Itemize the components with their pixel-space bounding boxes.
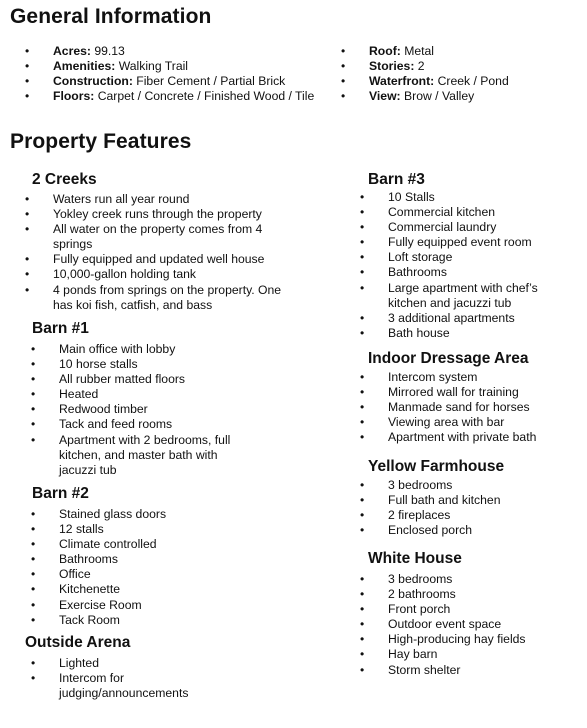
list-item: • Full bath and kitchen [388,493,583,508]
list-item: • 10 horse stalls [59,357,309,372]
yellow-farmhouse-heading: Yellow Farmhouse [368,458,505,475]
list-item-continued: has koi fish, catfish, and bass [53,297,213,312]
list-item: • View: Brow / Valley [369,89,579,104]
list-item: • Front porch [388,602,583,617]
list-item: • Manmade sand for horses [388,400,583,415]
list-item-continued: judging/announcements [59,686,189,701]
list-item: • 10 Stalls [388,190,583,205]
list-item: • Commercial laundry [388,220,583,235]
list-item: • 3 bedrooms [388,572,583,587]
list-item: • Heated [59,387,309,402]
list-item: • Waters run all year round [53,192,323,207]
list-item: • Bathrooms [59,552,309,567]
list-item: • Climate controlled [59,537,309,552]
list-item: • 4 ponds from springs on the property. One [53,283,323,298]
list-item: • Yokley creek runs through the property [53,207,323,222]
list-item: • Construction: Fiber Cement / Partial Brick [53,74,343,89]
list-item: • Floors: Carpet / Concrete / Finished Wood / Tile [53,89,343,104]
list-item: • Hay barn [388,647,583,662]
list-item: • Lighted [59,656,309,671]
list-item: • Acres: 99.13 [53,44,343,59]
list-item: • Exercise Room [59,598,309,613]
barn3-list [388,190,583,341]
outside-arena-list [59,656,309,701]
list-item: • Apartment with private bath [388,430,583,445]
list-item: • Fully equipped and updated well house [53,252,323,267]
general-info-right-list [369,44,579,104]
list-item: • 2 bathrooms [388,587,583,602]
list-item: • Large apartment with chef’s [388,281,583,296]
creeks-heading: 2 Creeks [32,171,97,188]
list-item: • Main office with lobby [59,342,309,357]
list-item: • Kitchenette [59,582,309,597]
list-item: • Fully equipped event room [388,235,583,250]
list-item: • Stories: 2 [369,59,579,74]
list-item: • Viewing area with bar [388,415,583,430]
dressage-heading: Indoor Dressage Area [368,350,529,367]
barn1-list [59,342,309,478]
list-item: • Loft storage [388,250,583,265]
list-item: • All rubber matted floors [59,372,309,387]
list-item: • Intercom system [388,370,583,385]
list-item: • All water on the property comes from 4 [53,222,323,237]
list-item: • Mirrored wall for training [388,385,583,400]
list-item: • Intercom for [59,671,309,686]
list-item: • 12 stalls [59,522,309,537]
list-item-continued: springs [53,237,93,252]
property-features-heading: Property Features [10,130,192,153]
list-item: • High-producing hay fields [388,632,583,647]
list-item: • Outdoor event space [388,617,583,632]
list-item: • Roof: Metal [369,44,579,59]
list-item-continued: kitchen, and master bath with [59,447,218,462]
yellow-farmhouse-list [388,478,583,538]
list-item: • Bath house [388,326,583,341]
list-item: • Storm shelter [388,663,583,678]
list-item: • 3 additional apartments [388,311,583,326]
list-item: • Office [59,567,309,582]
creeks-list [53,192,323,313]
outside-arena-heading: Outside Arena [25,634,131,651]
list-item: • Redwood timber [59,402,309,417]
list-item: • Tack Room [59,613,309,628]
list-item: • Amenities: Walking Trail [53,59,343,74]
general-info-heading: General Information [10,5,212,28]
white-house-heading: White House [368,550,462,567]
list-item: • Stained glass doors [59,507,309,522]
list-item: • Bathrooms [388,265,583,280]
list-item: • Enclosed porch [388,523,583,538]
white-house-list [388,572,583,678]
barn2-heading: Barn #2 [32,485,89,502]
general-info-left-list [53,44,343,104]
list-item: • 10,000-gallon holding tank [53,267,323,282]
barn1-heading: Barn #1 [32,320,89,337]
dressage-list [388,370,583,445]
list-item: • 3 bedrooms [388,478,583,493]
barn3-heading: Barn #3 [368,171,425,188]
list-item: • Commercial kitchen [388,205,583,220]
list-item-continued: jacuzzi tub [59,462,117,477]
list-item: • Apartment with 2 bedrooms, full [59,433,309,448]
list-item: • Tack and feed rooms [59,417,309,432]
barn2-list [59,507,309,628]
list-item: • 2 fireplaces [388,508,583,523]
list-item: • Waterfront: Creek / Pond [369,74,579,89]
list-item-continued: kitchen and jacuzzi tub [388,295,512,310]
